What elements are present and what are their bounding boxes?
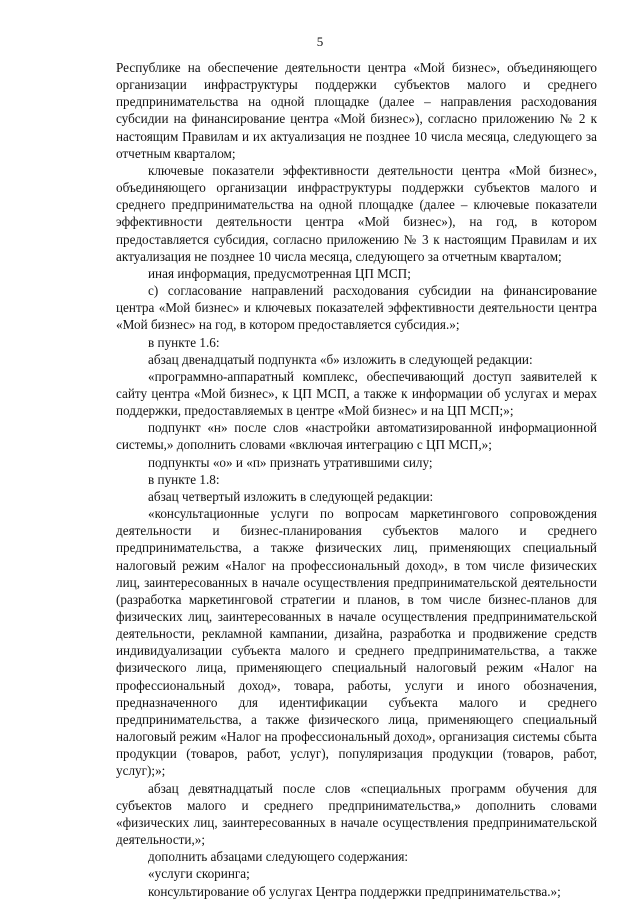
paragraph-14: дополнить абзацами следующего содержания:: [148, 849, 409, 865]
paragraph-9: подпункты «о» и «п» признать утратившими силу;: [148, 454, 433, 470]
paragraph-12: «консультационные услуги по вопросам маркетингового сопровождения деятельности и бизнес-планирования субъектов малого и среднего предпринимательства, а также физических лиц, применяющих специальный налоговый режим «Налог на профессиональный доход», в том числе физических лиц, заинтересованных в начале осуществления предпринимательской деятельности (разработка маркетинговой стратегии и планов, в том числе бизнес-планов для физических лиц, заинтересованных в начале осуществления предпринимательской деятельности, рекламной кампании, дизайна, разработка и продвижение средств индивидуализации субъекта малого и среднего предпринимательства, а также физического лица, применяющего специальный налоговый режим «Налог на профессиональный доход», товара, работы, услуги и иного обозначения, предназначенного для идентификации субъекта малого и среднего предпринимательства, а также физического лица, применяющего специальный налоговый режим «Налог на профессиональный доход», организация системы сбыта продукции (товаров, работ, услуг), популяризация продукции (товаров, работ, услуг);»;: [116, 506, 597, 779]
paragraph-7: «программно-аппаратный комплекс, обеспечивающий доступ заявителей к сайту центра «Мой бизнес», к ЦП МСП, а также к информации об услугах и мерах поддержки, предоставляемых в центре «Мой бизнес» и на ЦП МСП;»;: [116, 368, 597, 419]
paragraph-5: в пункте 1.6:: [148, 334, 220, 350]
paragraph-3: иная информация, предусмотренная ЦП МСП;: [148, 265, 411, 281]
paragraph-4: с) согласование направлений расходования субсидии на финансирование центра «Мой бизнес» и ключевых показателей эффективности деятельности центра «Мой бизнес» на год, в котором предоставляется субсидия.»;: [116, 283, 597, 333]
paragraph-10: в пункте 1.8:: [148, 471, 220, 487]
paragraph-2: ключевые показатели эффективности деятельности центра «Мой бизнес», объединяющего организации инфраструктуры поддержки субъектов малого и среднего предпринимательства на одной площадке (далее – ключевые показатели эффективности деятельности центра «Мой бизнес»), на год, в котором предоставляется субсидия, согласно приложению № 3 к настоящим Правилам и их актуализация не позднее 10 числа месяца, следующего за отчетным кварталом;: [116, 162, 597, 264]
paragraph-8: подпункт «н» после слов «настройки автоматизированной информационной системы,» дополнить словами «включая интеграцию с ЦП МСП,»;: [116, 420, 597, 453]
paragraph-1: Республике на обеспечение деятельности центра «Мой бизнес», объединяющего организации инфраструктуры поддержки субъектов малого и среднего предпринимательства на одной площадке (далее – направления расходования субсидии на финансирование центра «Мой бизнес»), согласно приложению № 2 к настоящим Правилам и их актуализация не позднее 10 числа месяца, следующего за отчетным кварталом;: [116, 60, 597, 161]
paragraph-11: абзац четвертый изложить в следующей редакции:: [148, 488, 434, 504]
paragraph-15: «услуги скоринга;: [148, 866, 250, 882]
paragraph-16: консультирование об услугах Центра поддержки предпринимательства.»;: [148, 883, 561, 899]
paragraph-13: абзац девятнадцатый после слов «специальных программ обучения для субъектов малого и среднего предпринимательства,» дополнить словами «физических лиц, заинтересованных в начале осуществления предпринимательской деятельности,»;: [116, 780, 597, 848]
document-body: [116, 59, 597, 900]
page-number: 5: [316, 34, 324, 49]
paragraph-6: абзац двенадцатый подпункта «б» изложить в следующей редакции:: [148, 351, 533, 367]
